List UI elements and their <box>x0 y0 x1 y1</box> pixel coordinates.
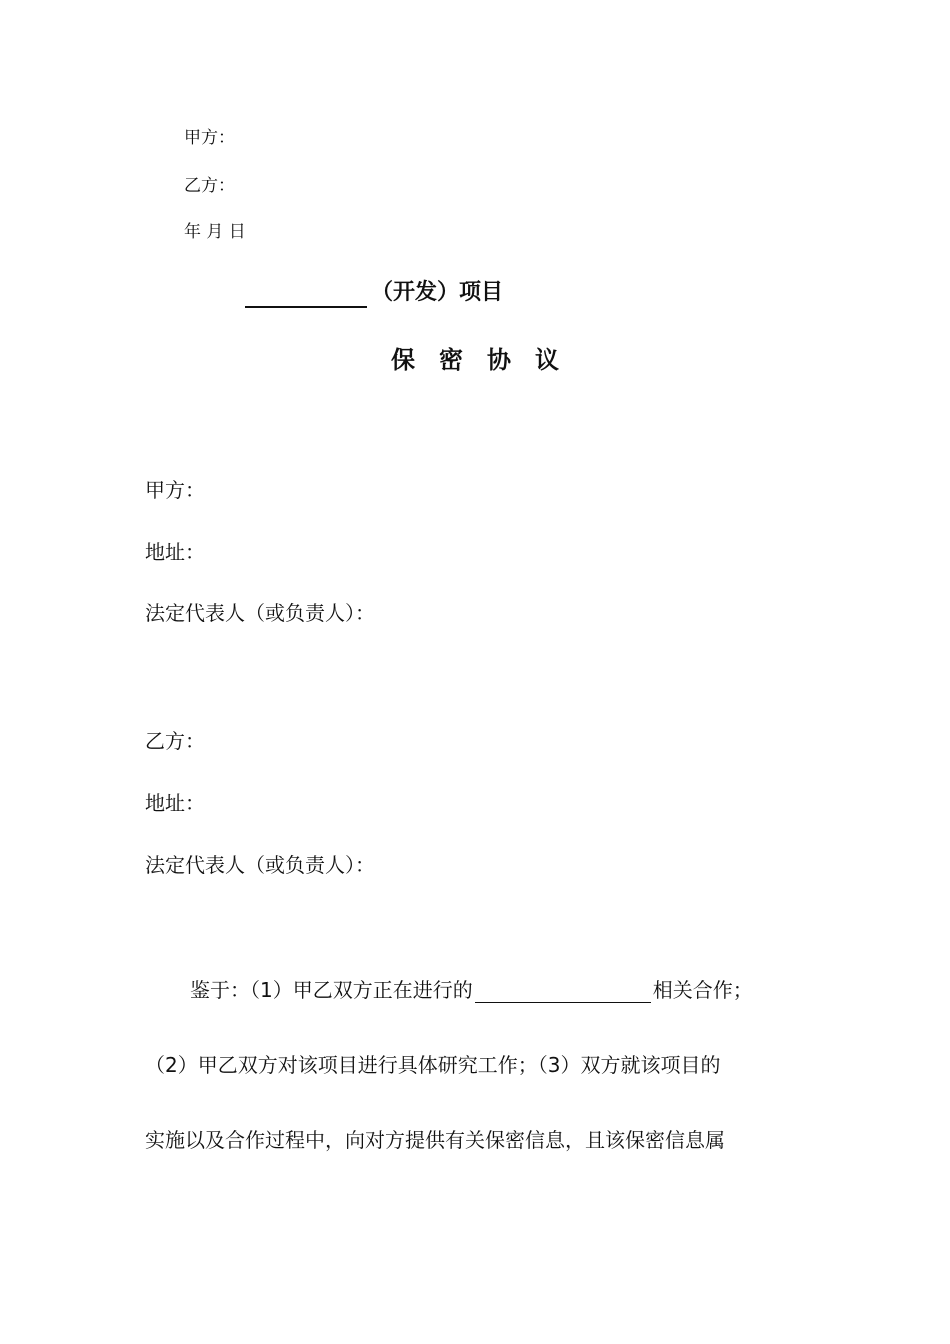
party-b-rep-label: 法定代表人（或负责人）： <box>145 853 375 877</box>
party-b-name-label: 乙方： <box>145 729 205 753</box>
cooperation-blank <box>475 982 651 1003</box>
project-name-blank <box>245 282 367 308</box>
header-party-a: 甲方： <box>184 128 235 148</box>
header-party-b: 乙方： <box>184 176 235 196</box>
body-paragraph-line-1 <box>190 977 753 1003</box>
party-a-rep-label: 法定代表人（或负责人）： <box>145 601 375 625</box>
party-b-address-label: 地址： <box>145 791 205 815</box>
project-title-suffix: （开发）项目 <box>371 280 504 305</box>
body-line1-after: 相关合作； <box>652 978 753 1002</box>
project-title <box>245 278 503 308</box>
agreement-title: 保密协议 <box>391 346 583 374</box>
party-a-address-label: 地址： <box>145 540 205 564</box>
party-a-name-label: 甲方： <box>145 478 205 502</box>
body-line1-before: 鉴于：（1）甲乙双方正在进行的 <box>190 978 473 1002</box>
body-paragraph-line-2: （2）甲乙双方对该项目进行具体研究工作；（3）双方就该项目的 <box>145 1053 721 1077</box>
body-paragraph-line-3: 实施以及合作过程中，向对方提供有关保密信息，且该保密信息属 <box>145 1128 725 1152</box>
header-date: 年 月 日 <box>184 222 246 242</box>
